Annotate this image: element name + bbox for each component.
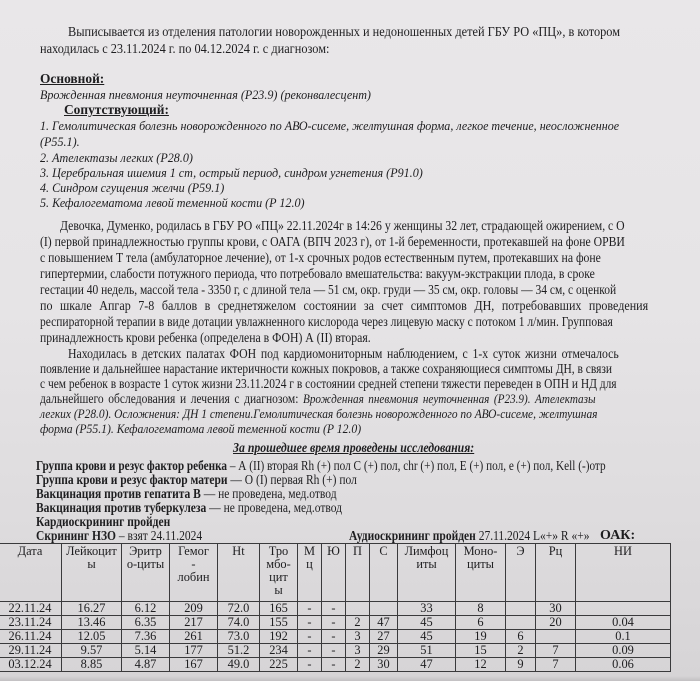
oak-header-text: цит — [269, 570, 288, 584]
oak-value-cell: 73.0 — [218, 630, 260, 644]
concomitant-item: (P55.1). — [40, 134, 80, 149]
oak-value-cell: 0.04 — [576, 616, 671, 630]
oak-value-cell: 12.05 — [62, 630, 122, 644]
oak-value-cell: - — [322, 602, 346, 616]
oak-value-cell: 217 — [170, 616, 218, 630]
oak-value-cell: 19 — [456, 630, 506, 644]
oak-column-header — [260, 544, 298, 602]
course-line-4-plain: дальнейшего обследования и лечения с диагнозом: — [40, 391, 299, 406]
oak-value-cell: - — [298, 616, 322, 630]
anamnesis-line: по шкале Апгар 7-8 баллов в среднетяжелом состоянии за счет симптомов ДН, потребовавших проведения — [40, 298, 649, 313]
oak-value-cell: 7.36 — [122, 630, 170, 644]
anamnesis-line: с повышением Т тела (амбулаторное лечение), от 1-х срочных родов естественным путем, протекавших на фоне — [40, 250, 601, 265]
concomitant-item: 4. Синдром сгущения желчи (P59.1) — [40, 180, 225, 195]
oak-date-cell: 26.11.24 — [0, 630, 62, 644]
oak-value-cell: 234 — [260, 644, 298, 658]
main-diagnosis-heading: Основной: — [40, 71, 105, 86]
oak-value-cell: 3 — [346, 644, 370, 658]
audio-screening — [349, 528, 589, 543]
oak-value-cell: 16.27 — [62, 602, 122, 616]
concomitant-item: 2. Ателектазы легких (P28.0) — [40, 150, 193, 165]
oak-value-cell — [370, 602, 398, 616]
oak-value-cell: 5.14 — [122, 644, 170, 658]
oak-column-header — [170, 544, 218, 602]
oak-column-header — [456, 544, 506, 602]
oak-table-row — [0, 630, 671, 644]
oak-value-cell: 6.12 — [122, 602, 170, 616]
oak-date-cell: 23.11.24 — [0, 616, 62, 630]
oak-column-header — [536, 544, 576, 602]
oak-value-cell: 47 — [370, 616, 398, 630]
oak-header-text: мбо- — [266, 557, 291, 571]
oak-value-cell: 45 — [398, 630, 456, 644]
anamnesis-line: принадлежность крови ребенка (определена в ФОН) А (II) вторая. — [40, 330, 371, 345]
oak-header-text: Лейкоцит — [66, 544, 117, 558]
oak-value-cell: 74.0 — [218, 616, 260, 630]
oak-header-text: Моно- — [463, 544, 498, 558]
intro-line-1: Выписывается из отделения патологии новорожденных и недоношенных детей ГБУ РО «ПЦ», в котором — [68, 24, 620, 39]
oak-table-row — [0, 616, 671, 630]
oak-value-cell: 29 — [370, 644, 398, 658]
oak-value-cell: 72.0 — [218, 602, 260, 616]
oak-value-cell: - — [298, 658, 322, 672]
oak-value-cell: 30 — [370, 658, 398, 672]
study-value: — не проведена, мед.отвод — [206, 500, 342, 515]
anamnesis-line: респираторной терапии в виде дотации увлажненного кислорода через лицевую маску с потоком 1 л/мин. Групповая — [40, 314, 613, 329]
oak-column-header — [62, 544, 122, 602]
oak-header-text: иты — [416, 557, 437, 571]
study-label: Группа крови и резус фактор ребенка — [36, 458, 228, 473]
oak-header-text: Ю — [327, 544, 340, 558]
oak-value-cell: 209 — [170, 602, 218, 616]
oak-table — [0, 543, 671, 672]
oak-column-header — [322, 544, 346, 602]
concomitant-item: 5. Кефалогематома левой теменной кости (P 12.0) — [40, 195, 305, 210]
oak-header-text: лобин — [177, 570, 210, 584]
oak-value-cell — [576, 602, 671, 616]
oak-value-cell: 20 — [536, 616, 576, 630]
oak-value-cell: - — [298, 602, 322, 616]
oak-header-row — [0, 544, 671, 602]
study-value: – взят 24.11.2024 — [116, 528, 203, 543]
anamnesis-line: гипертермии, слабости потужного периода, что потребовало вмешательства: вакуум-экстракции плода, в сроке — [40, 266, 595, 281]
oak-date-cell: 22.11.24 — [0, 602, 62, 616]
course-line-4-italic: Врожденная пневмония неуточненная (P23.9). Ателектазы — [303, 391, 596, 406]
course-line: Находилась в детских палатах ФОН под кардиомониторным наблюдением, с 1-х суток жизни отмечалось — [68, 346, 619, 361]
oak-header-text: циты — [466, 557, 494, 571]
oak-value-cell: 177 — [170, 644, 218, 658]
course-line-5: легких (P28.0). Осложнения: ДН 1 степени.Гемолитическая болезнь новорожденного по АВО-сисеме, желтушная — [40, 406, 598, 421]
oak-value-cell: 9.57 — [62, 644, 122, 658]
oak-value-cell: - — [322, 644, 346, 658]
study-item — [36, 528, 202, 543]
oak-table-row — [0, 658, 671, 672]
oak-value-cell: 6 — [506, 630, 536, 644]
anamnesis-line: Девочка, Думенко, родилась в ГБУ РО «ПЦ» 22.11.2024г в 14:26 у женщины 32 лет, страдающей ожирением, с О — [60, 218, 625, 233]
oak-header-text: ы — [87, 557, 96, 571]
oak-value-cell: 3 — [346, 630, 370, 644]
oak-value-cell: 2 — [346, 616, 370, 630]
study-value: – А (II) вторая Rh (+) пол С (+) пол, chr (+) пол, E (+) пол, e (+) пол, Kell (-)отр — [227, 458, 606, 473]
oak-value-cell: 51 — [398, 644, 456, 658]
study-label: Группа крови и резус фактор матери — [36, 472, 228, 487]
oak-value-cell: 165 — [260, 602, 298, 616]
study-item — [36, 458, 606, 473]
oak-header-text: ц — [306, 557, 313, 571]
oak-value-cell — [536, 630, 576, 644]
oak-value-cell: 0.09 — [576, 644, 671, 658]
study-label: Кардиоскрининг пройден — [36, 514, 171, 529]
oak-header-text: НИ — [614, 544, 632, 558]
oak-header-text: Эритр — [129, 544, 162, 558]
audio-screening-value: 27.11.2024 L«+» R «+» — [475, 528, 590, 543]
oak-value-cell: 33 — [398, 602, 456, 616]
oak-column-header — [398, 544, 456, 602]
main-diagnosis-text: Врожденная пневмония неуточненная (P23.9) (реконвалесцент) — [40, 87, 371, 102]
oak-column-header — [346, 544, 370, 602]
oak-value-cell — [506, 616, 536, 630]
oak-header-text: о-циты — [126, 557, 165, 571]
oak-value-cell: - — [322, 658, 346, 672]
oak-table-row — [0, 644, 671, 658]
oak-value-cell: 45 — [398, 616, 456, 630]
concomitant-heading: Сопутствующий: — [64, 102, 169, 117]
study-label: Скрининг НЗО — [36, 528, 117, 543]
study-item — [36, 472, 357, 487]
study-item — [36, 514, 170, 529]
oak-value-cell: 167 — [170, 658, 218, 672]
oak-header-text: Лимфоц — [404, 544, 449, 558]
oak-value-cell: 6 — [456, 616, 506, 630]
study-item — [36, 486, 337, 501]
audio-screening-label: Аудиоскрининг пройден — [349, 528, 476, 543]
oak-value-cell: 7 — [536, 644, 576, 658]
oak-value-cell: 2 — [506, 644, 536, 658]
oak-table-row — [0, 602, 671, 616]
oak-value-cell: 13.46 — [62, 616, 122, 630]
course-line: с чем ребенок в возрасте 1 суток жизни 23.11.2024 г в состоянии средней степени тяжести переведен в ОПН и НД для — [40, 376, 617, 391]
course-line: появление и дальнейшее нарастание иктеричности кожных покровов, а также сохраняющиеся симптомы ДН, в связи — [40, 361, 613, 376]
page-shadow — [0, 676, 700, 681]
oak-column-header — [218, 544, 260, 602]
oak-date-cell: 29.11.24 — [0, 644, 62, 658]
oak-column-header — [298, 544, 322, 602]
oak-value-cell: - — [298, 644, 322, 658]
oak-value-cell: 225 — [260, 658, 298, 672]
oak-title: ОАК: — [600, 528, 636, 543]
oak-value-cell: 30 — [536, 602, 576, 616]
oak-value-cell: - — [322, 630, 346, 644]
oak-value-cell: 2 — [346, 658, 370, 672]
oak-header-text: С — [379, 544, 388, 558]
oak-value-cell: - — [322, 616, 346, 630]
oak-header-text: М — [303, 544, 316, 558]
oak-value-cell: 8 — [456, 602, 506, 616]
oak-value-cell: 6.35 — [122, 616, 170, 630]
oak-value-cell: 9 — [506, 658, 536, 672]
study-label: Вакцинация против туберкулеза — [36, 500, 207, 515]
oak-value-cell: 27 — [370, 630, 398, 644]
oak-value-cell: 0.06 — [576, 658, 671, 672]
oak-column-header — [370, 544, 398, 602]
concomitant-item: 3. Церебральная ишемия 1 ст, острый период, синдром угнетения (P91.0) — [40, 165, 423, 180]
oak-header-text: Гемог — [178, 544, 209, 558]
oak-value-cell: 261 — [170, 630, 218, 644]
intro-line-2: находилась с 23.11.2024 г. по 04.12.2024 г. с диагнозом: — [40, 41, 330, 56]
anamnesis-line: гестации 40 недель, массой тела - 3350 г, с длиной тела — 51 см, окр. груди — 35 см, окр. головы — 34 см, с оценкой — [40, 282, 617, 297]
oak-header-text: - — [191, 557, 196, 571]
studies-title: За прошедшее время проведены исследования: — [233, 440, 475, 455]
study-value: — О (I) первая Rh (+) пол — [227, 472, 357, 487]
concomitant-item: 1. Гемолитическая болезнь новорожденного по АВО-сисеме, желтушная форма, легкое течение, неосложненное — [40, 118, 620, 133]
oak-date-cell: 03.12.24 — [0, 658, 62, 672]
oak-value-cell: 12 — [456, 658, 506, 672]
study-value: — не проведена, мед.отвод — [200, 486, 337, 501]
study-label: Вакцинация против гепатита В — [36, 486, 201, 501]
oak-column-header — [0, 544, 62, 602]
oak-header-text: Дата — [17, 544, 43, 558]
oak-value-cell: 7 — [536, 658, 576, 672]
oak-value-cell — [346, 602, 370, 616]
oak-header-text: Э — [516, 544, 525, 558]
oak-value-cell: 0.1 — [576, 630, 671, 644]
oak-value-cell: 155 — [260, 616, 298, 630]
course-line-4 — [40, 391, 596, 406]
oak-value-cell: 192 — [260, 630, 298, 644]
oak-header-text: Ht — [232, 544, 245, 558]
oak-header-text: Тро — [268, 544, 289, 558]
course-line-6: форма (P55.1). Кефалогематома левой теменной кости (P 12.0) — [40, 421, 362, 436]
oak-value-cell: - — [298, 630, 322, 644]
oak-header-text: ы — [274, 583, 283, 597]
oak-value-cell: 49.0 — [218, 658, 260, 672]
study-item — [36, 500, 342, 515]
oak-value-cell: 4.87 — [122, 658, 170, 672]
oak-body — [0, 602, 671, 672]
oak-value-cell — [506, 602, 536, 616]
oak-column-header — [576, 544, 671, 602]
oak-header-text: Рц — [548, 544, 563, 558]
oak-value-cell: 8.85 — [62, 658, 122, 672]
oak-value-cell: 51.2 — [218, 644, 260, 658]
oak-value-cell: 47 — [398, 658, 456, 672]
oak-column-header — [122, 544, 170, 602]
anamnesis-line: (I) первой принадлежностью группы крови, с ОАГА (ВПЧ 2023 г), от 1-й беременности, протекавшей на фоне ОРВИ — [40, 234, 625, 249]
oak-value-cell: 15 — [456, 644, 506, 658]
oak-column-header — [506, 544, 536, 602]
oak-header-text: П — [353, 544, 362, 558]
